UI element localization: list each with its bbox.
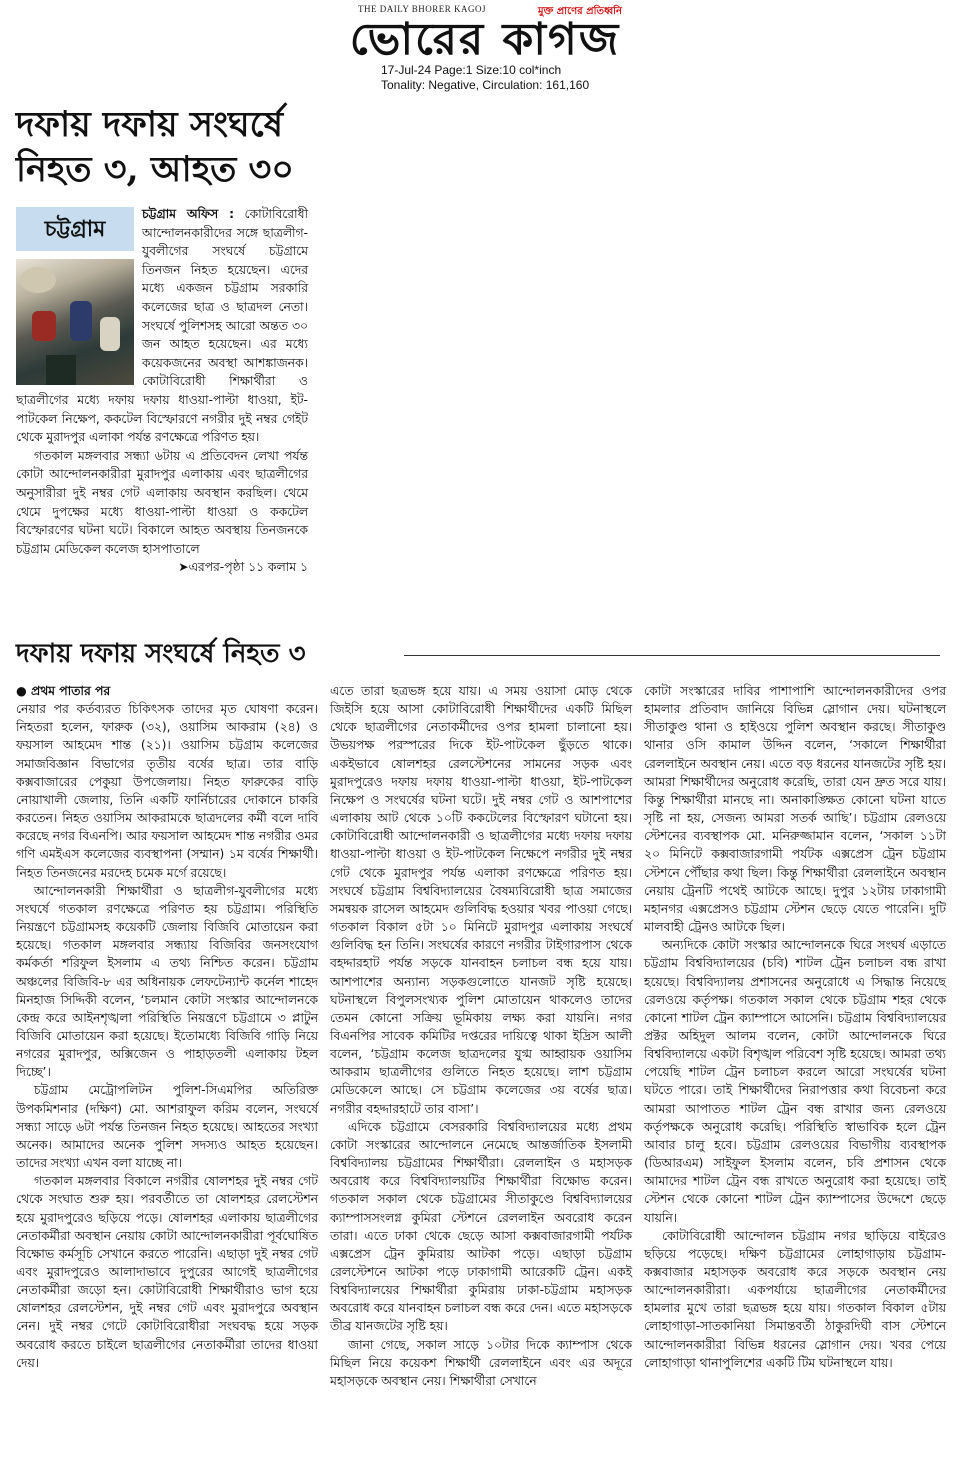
col2-paragraph: এতে তারা ছত্রভঙ্গ হয়ে যায়। এ সময় ওয়াসা মোড় থেকে জিইসি হয়ে আসা কোটাবিরোধী শিক্ষার্থীদের একটি মিছিল থেকে ছাত্রলীগের নেতাকর্মীদের ওপর হামলা চালানো হয়। উভয়পক্ষ পরস্পরের দিকে ইট-পাটকেল ছুঁড়তে থাকে। একইভাবে ষোলশহর রেলস্টেশনের সামনের সড়ক এবং মুরাদপুরেও দফায় দফায় ধাওয়া-পাল্টা ধাওয়া, ইট-পাটকেল নিক্ষেপ ও সংঘর্ষের ঘটনা ঘটে। দুই নম্বর গেট ও আশপাশের এলাকায় আট থেকে ১০টি ককটেলের বিস্ফোরণ ঘটানো হয়। কোটাবিরোধী আন্দোলনকারী ও ছাত্রলীগের মধ্যে দফায় দফায় ধাওয়া-পাল্টা ধাওয়া ও ইট-পাটকেল নিক্ষেপে নগরীর দুই নম্বর গেট থেকে মুরাদপুর পর্যন্ত এলাকা রণক্ষেত্রে পরিণত হয়। সংঘর্ষে চট্টগ্রাম বিশ্ববিদ্যালয়ের বৈষম্যবিরোধী ছাত্র সমাজের সমন্বয়ক রাসেল আহমেদ গুলিবিদ্ধ হওয়ার খবর পাওয়া গেছে। গতকাল বিকাল ৫টা ১০ মিনিটে মুরাদপুর এলাকায় সংঘর্ষে গুলিবিদ্ধ হন তিনি। সংঘর্ষের কারণে নগরীর টাইগারপাস থেকে বহদ্দারহাট পর্যন্ত সড়কে যানবাহন চলাচল বন্ধ হয়ে যায়। আশপাশের অন্যান্য সড়কগুলোতে যানজট সৃষ্টি হয়েছে। ঘটনাস্থলে বিপুলসংখ্যক পুলিশ মোতায়েন থাকলেও তাদের তেমন কোনো সক্রিয় ভূমিকায় লক্ষ্য করা যায়নি। নগর বিএনপির সাবেক কমিটির দপ্তরের দায়িত্বে থাকা ইদ্রিস আলী বলেন, ‘চট্টগ্রাম কলেজ ছাত্রদলের যুগ্ম আহ্বায়ক ওয়াসিম আকরাম ছাত্রলীগের গুলিতে নিহত হয়েছে। লাশ চট্টগ্রাম মেডিকেলে আছে। সে চট্টগ্রাম কলেজের ৩য় বর্ষের ছাত্র। নগরীর বহদ্দারহাটে তার বাসা’। (330, 684, 632, 1116)
headline-line-1: দফায় দফায় সংঘর্ষে (16, 104, 284, 145)
col1-paragraph: চট্টগ্রাম মেট্রোপলিটন পুলিশ-সিএমপির অতিরিক্ত উপকমিশনার (দক্ষিণ) মো. আশরাফুল করিম বলেন, সংঘর্ষে সন্ধ্যা সাড়ে ৬টা পর্যন্ত তিনজন নিহত হয়েছে। আহতের সংখ্যা অনেক। আমাদের অনেক পুলিশ সদস্যও আহত হয়েছেন। তাদের সংখ্যা এখন বলা যাচ্ছে না। (16, 1083, 318, 1171)
col3-paragraph: অন্যদিকে কোটা সংস্কার আন্দোলনকে ঘিরে সংঘর্ষ এড়াতে চট্টগ্রাম বিশ্ববিদ্যালয়ের (চবি) শাটল ট্রেন চলাচল বন্ধ রাখা হয়েছে। বিশ্ববিদ্যালয় প্রশাসনের অনুরোধে এ সিদ্ধান্ত নিয়েছে রেলওয়ে কর্তৃপক্ষ। গতকাল সকাল থেকে চট্টগ্রাম শহর থেকে কোনো শাটল ট্রেন ক্যাম্পাসে আসেনি। চট্টগ্রাম বিশ্ববিদ্যালয়ের প্রক্টর অহিদুল আলম বলেন, কোটা আন্দোলনকে ঘিরে বিশ্ববিদ্যালয়ে একটা বিশৃঙ্খল পরিবেশ সৃষ্টি হয়েছে। আমরা তথ্য পেয়েছি শাটল ট্রেন চলাচল করলে আরো সংঘর্ষের ঘটনা ঘটতে পারে। তাই শিক্ষার্থীদের নিরাপত্তার কথা বিবেচনা করে আমরা আপাতত শাটল ট্রেন বন্ধ রাখার জন্য রেলওয়ে কর্তৃপক্ষকে অনুরোধ করেছি। পরিস্থিতি স্বাভাবিক হলে ট্রেন আবার চালু হবে। চট্টগ্রাম রেলওয়ের বিভাগীয় ব্যবস্থাপক (ডিআরএম) সাইফুল ইসলাম বলেন, চবি প্রশাসন থেকে আমাদের শাটল ট্রেন বন্ধ রাখতে অনুরোধ করা হয়েছে। তাই স্টেশন থেকে কোনো শাটল ট্রেন ক্যাম্পাসের উদ্দেশে ছেড়ে যায়নি। (644, 938, 946, 1225)
article-front-story (16, 205, 308, 577)
masthead (340, 4, 630, 68)
continuation-column-3 (644, 682, 946, 1372)
col3-paragraph: কোটা সংস্কারের দাবির পাশাপাশি আন্দোলনকারীদের ওপর হামলার প্রতিবাদ জানিয়ে বিভিন্ন স্লোগান দেয়। ঘটনাস্থলে সীতাকুণ্ড থানা ও হাইওয়ে পুলিশ অবস্থান করছে। সীতাকুণ্ড থানার ওসি কামাল উদ্দিন বলেন, ‘সকালে শিক্ষার্থীরা রেললাইনে অবস্থান নেয়। এতে বড় ধরনের যানজটের সৃষ্টি হয়। আমরা শিক্ষার্থীদের অনুরোধ করেছি, তারা যেন দ্রুত সরে যায়। কিন্তু শিক্ষার্থীরা মানছে না। অনাকাঙ্ক্ষিত কোনো ঘটনা যাতে সৃষ্টি না হয়, সেজন্য আমরা সতর্ক আছি’। চট্টগ্রাম রেলওয়ে স্টেশনের ব্যবস্থাপক মো. মনিরুজ্জামান বলেন, ‘সকাল ১১টা ২০ মিনিটে কক্সবাজারগামী পর্যটক এক্সপ্রেস ট্রেন চট্টগ্রাম স্টেশনে পৌঁছার কথা ছিল। কিন্তু শিক্ষার্থীরা রেললাইনে অবস্থান নেয়ায় ট্রেনটি পথেই আটকে আছে। দুপুর ১২টায় ঢাকাগামী মহানগর এক্সপ্রেসও চট্টগ্রাম স্টেশন ছেড়ে যেতে পারেনি। দুটি মালবাহী ট্রেনও আটকে ছিল। (644, 684, 946, 935)
article-headline (16, 102, 316, 192)
news-photo (16, 259, 134, 385)
article-para-2: গতকাল মঙ্গলবার সন্ধ্যা ৬টায় এ প্রতিবেদন লেখা পর্যন্ত কোটা আন্দোলনকারীরা মুরাদপুর এলাকায় এবং ছাত্রলীগের অনুসারীরা দুই নম্বর গেট এলাকায় অবস্থান করছিল। থেমে থেমে দুপক্ষের মধ্যে ধাওয়া-পাল্টা ধাওয়া ও ককটেল বিস্ফোরণের ঘটনা ঘটে। বিকালে আহত অবস্থায় তিনজনকে চট্টগ্রাম মেডিকেল কলেজ হাসপাতালে (16, 448, 308, 556)
masthead-english-name: THE DAILY BHORER KAGOJ (358, 4, 487, 14)
masthead-title: ভোরের কাগজ (349, 14, 621, 65)
col1-paragraph: গতকাল মঙ্গলবার বিকালে নগরীর ষোলশহর দুই নম্বর গেট থেকে সংঘাত শুরু হয়। পরবর্তীতে তা ষোলশহর রেলস্টেশন হয়ে মুরাদপুরেও ছড়িয়ে পড়ে। ষোলশহর এলাকায় ছাত্রলীগের নেতাকর্মীরা অবস্থান নেয়ায় কোটা আন্দোলনকারীরা পূর্বঘোষিত বিক্ষোভ কর্মসূচি সেখানে করতে পারেনি। এছাড়া দুই নম্বর গেট এবং মুরাদপুরেও আলাদাভাবে দুপুরের আগেই ছাত্রলীগের নেতাকর্মীরা জড়ো হন। কোটাবিরোধী শিক্ষার্থীরাও ভাগ হয়ে ষোলশহর রেলস্টেশন, দুই নম্বর গেট এবং মুরাদপুরে অবস্থান নেন। দুই নম্বর গেটে কোটাবিরোধীরা সংঘবদ্ধ হয়ে সড়ক অবরোধ করতে চাইলে ছাত্রলীগের নেতাকর্মীরা তাদের ধাওয়া দেয়। (16, 1174, 318, 1370)
clipping-meta-circulation: Tonality: Negative, Circulation: 161,160 (381, 78, 590, 92)
jump-label: ● প্রথম পাতার পর (16, 684, 111, 698)
col1-paragraph: নেয়ার পর কর্তব্যরত চিকিৎসক তাদের মৃত ঘোষণা করেন। নিহতরা হলেন, ফারুক (৩২), ওয়াসিম আকরাম (২৪) ও ফয়সাল আহমেদ শান্ত (২১)। ওয়াসিম চট্টগ্রাম কলেজের সমাজবিজ্ঞান বিভাগের তৃতীয় বর্ষের ছাত্র। তার বাড়ি কক্সবাজারের পেকুয়া উপজেলায়। নিহত ফারুকের বাড়ি নোয়াখালী জেলায়, তিনি একটি ফার্নিচারের দোকানে চাকরি করতেন। নিহত ওয়াসিম আকরামকে ছাত্রদলের কর্মী বলে দাবি করেছে নগর বিএনপি। আর ফয়সাল আহমেদ শান্ত নগরীর ওমর গণি এমইএস কলেজের ব্যবস্থাপনা (সম্মান) ১ম বর্ষের শিক্ষার্থী। নিহত তিনজনের মরদেহ চমেক মর্গে রয়েছে। (16, 702, 318, 880)
location-label: চট্টগ্রাম (16, 207, 134, 251)
clipping-meta (381, 63, 589, 93)
article-dateline: চট্টগ্রাম অফিস : (142, 207, 234, 221)
continuation-headline: দফায় দফায় সংঘর্ষে নিহত ৩ (16, 639, 306, 669)
section-divider (404, 655, 940, 656)
col2-paragraph: জানা গেছে, সকাল সাড়ে ১০টার দিকে ক্যাম্পাস থেকে মিছিল নিয়ে কয়েকশ শিক্ষার্থী রেললাইনে এবং এর অদূরে মহাসড়কে অবস্থান নেয়। শিক্ষার্থীরা সেখানে (330, 1337, 632, 1388)
col2-paragraph: এদিকে চট্টগ্রামে বেসরকারি বিশ্ববিদ্যালয়ের মধ্যে প্রথম কোটা সংস্কারের আন্দোলনে নেমেছে আন্তর্জাতিক ইসলামী বিশ্ববিদ্যালয় চট্টগ্রামের শিক্ষার্থীরা। রেললাইন ও মহাসড়ক অবরোধ করে বিশ্ববিদ্যালয়টির শিক্ষার্থীরা বিক্ষোভ করেন। গতকাল সকাল থেকে চট্টগ্রামের সীতাকুণ্ডে বিশ্ববিদ্যালয়ের ক্যাম্পাসসংলগ্ন কুমিরা স্টেশনে রেললাইন অবরোধ করেন তারা। এতে ঢাকা থেকে ছেড়ে আসা কক্সবাজারগামী পর্যটক এক্সপ্রেস ট্রেন কুমিরায় আটকা পড়ে। এছাড়া চট্টগ্রাম রেলস্টেশনে আটকা পড়ে ঢাকাগামী আরেকটি ট্রেন। একই বিশ্ববিদ্যালয়ের শিক্ষার্থীরা কুমিরায় ঢাকা-চট্টগ্রাম মহাসড়ক অবরোধ করে যানবাহন চলাচল বন্ধ করে দেন। এতে মহাসড়কে তীব্র যানজটের সৃষ্টি হয়। (330, 1119, 632, 1334)
continuation-column-2 (330, 682, 632, 1390)
col1-paragraph: আন্দোলনকারী শিক্ষার্থীরা ও ছাত্রলীগ-যুবলীগের মধ্যে সংঘর্ষে গতকাল রণক্ষেত্রে পরিণত হয় চট্টগ্রাম। পরিস্থিতি নিয়ন্ত্রণে চট্টগ্রামসহ কয়েকটি জেলায় বিজিবি মোতায়েন করা হয়েছে। গতকাল মঙ্গলবার সন্ধ্যায় বিজিবির জনসংযোগ কর্মকর্তা শরিফুল ইসলাম এ তথ্য নিশ্চিত করেন। চট্টগ্রাম অঞ্চলের বিজিবি-৮ এর অধিনায়ক লেফটেন্যান্ট কর্নেল শাহেদ মিনহাজ সিদ্দিকী বলেন, ‘চলমান কোটা সংস্কার আন্দোলনকে কেন্দ্র করে আইনশৃঙ্খলা পরিস্থিতি নিয়ন্ত্রণে চট্টগ্রামে ৩ প্লাটুন বিজিবি মোতায়েন করা হয়েছে। ইতোমধ্যে বিজিবি গাড়ি নিয়ে নগরের মুরাদপুর, অক্সিজেন ও পাহাড়তলী এলাকায় টহল দিচ্ছে’। (16, 883, 318, 1080)
article-intro-text: কোটাবিরোধী আন্দোলনকারীদের সঙ্গে ছাত্রলীগ-যুবলীগের সংঘর্ষে চট্টগ্রামে তিনজন নিহত হয়েছেন। এদের মধ্যে একজন চট্টগ্রাম সরকারি কলেজের ছাত্র ও ছাত্রদল নেতা। সংঘর্ষে পুলিশসহ আরো অন্তত ৩০ জন আহত হয়েছেন। এর মধ্যে কয়েকজনের অবস্থা আশঙ্কাজনক। কোটাবিরোধী শিক্ষার্থীরা ও ছাত্রলীগের মধ্যে দফায় দফায় ধাওয়া-পাল্টা ধাওয়া, ইট-পাটকেল নিক্ষেপ, ককটেল বিস্ফোরণে নগরীর দুই নম্বর গেইট থেকে মুরাদপুর এলাকা পর্যন্ত রণক্ষেত্রে পরিণত হয়। (16, 207, 308, 445)
col3-paragraph: কোটাবিরোধী আন্দোলন চট্টগ্রাম নগর ছাড়িয়ে বাইরেও ছড়িয়ে পড়েছে। দক্ষিণ চট্টগ্রামের লোহাগাড়ায় চট্টগ্রাম-কক্সবাজার মহাসড়ক অবরোধ করে সড়কে অবস্থান নেয় আন্দোলনকারীরা। একপর্যায়ে ছাত্রলীগের নেতাকর্মীদের হামলার মুখে তারা ছত্রভঙ্গ হয়ে যায়। গতকাল বিকাল ৫টায় লোহাগাড়া-সাতকানিয়া সিমান্তবর্তী ঠাকুরদিঘী বাস স্টেশনে আন্দোলনকারীরা বিভিন্ন ধরনের স্লোগান দেয়। খবর পেয়ে লোহাগাড়া থানাপুলিশের একটি টিম ঘটনাস্থলে যায়। (644, 1228, 946, 1370)
headline-line-2: নিহত ৩, আহত ৩০ (16, 149, 295, 190)
masthead-tagline: মুক্ত প্রাণের প্রতিধ্বনি (537, 6, 622, 17)
clipping-meta-date-size: 17-Jul-24 Page:1 Size:10 col*inch (381, 63, 562, 77)
continued-note: ➤এরপর-পৃষ্ঠা ১১ কলাম ১ (178, 560, 308, 575)
continuation-column-1 (16, 682, 318, 1372)
